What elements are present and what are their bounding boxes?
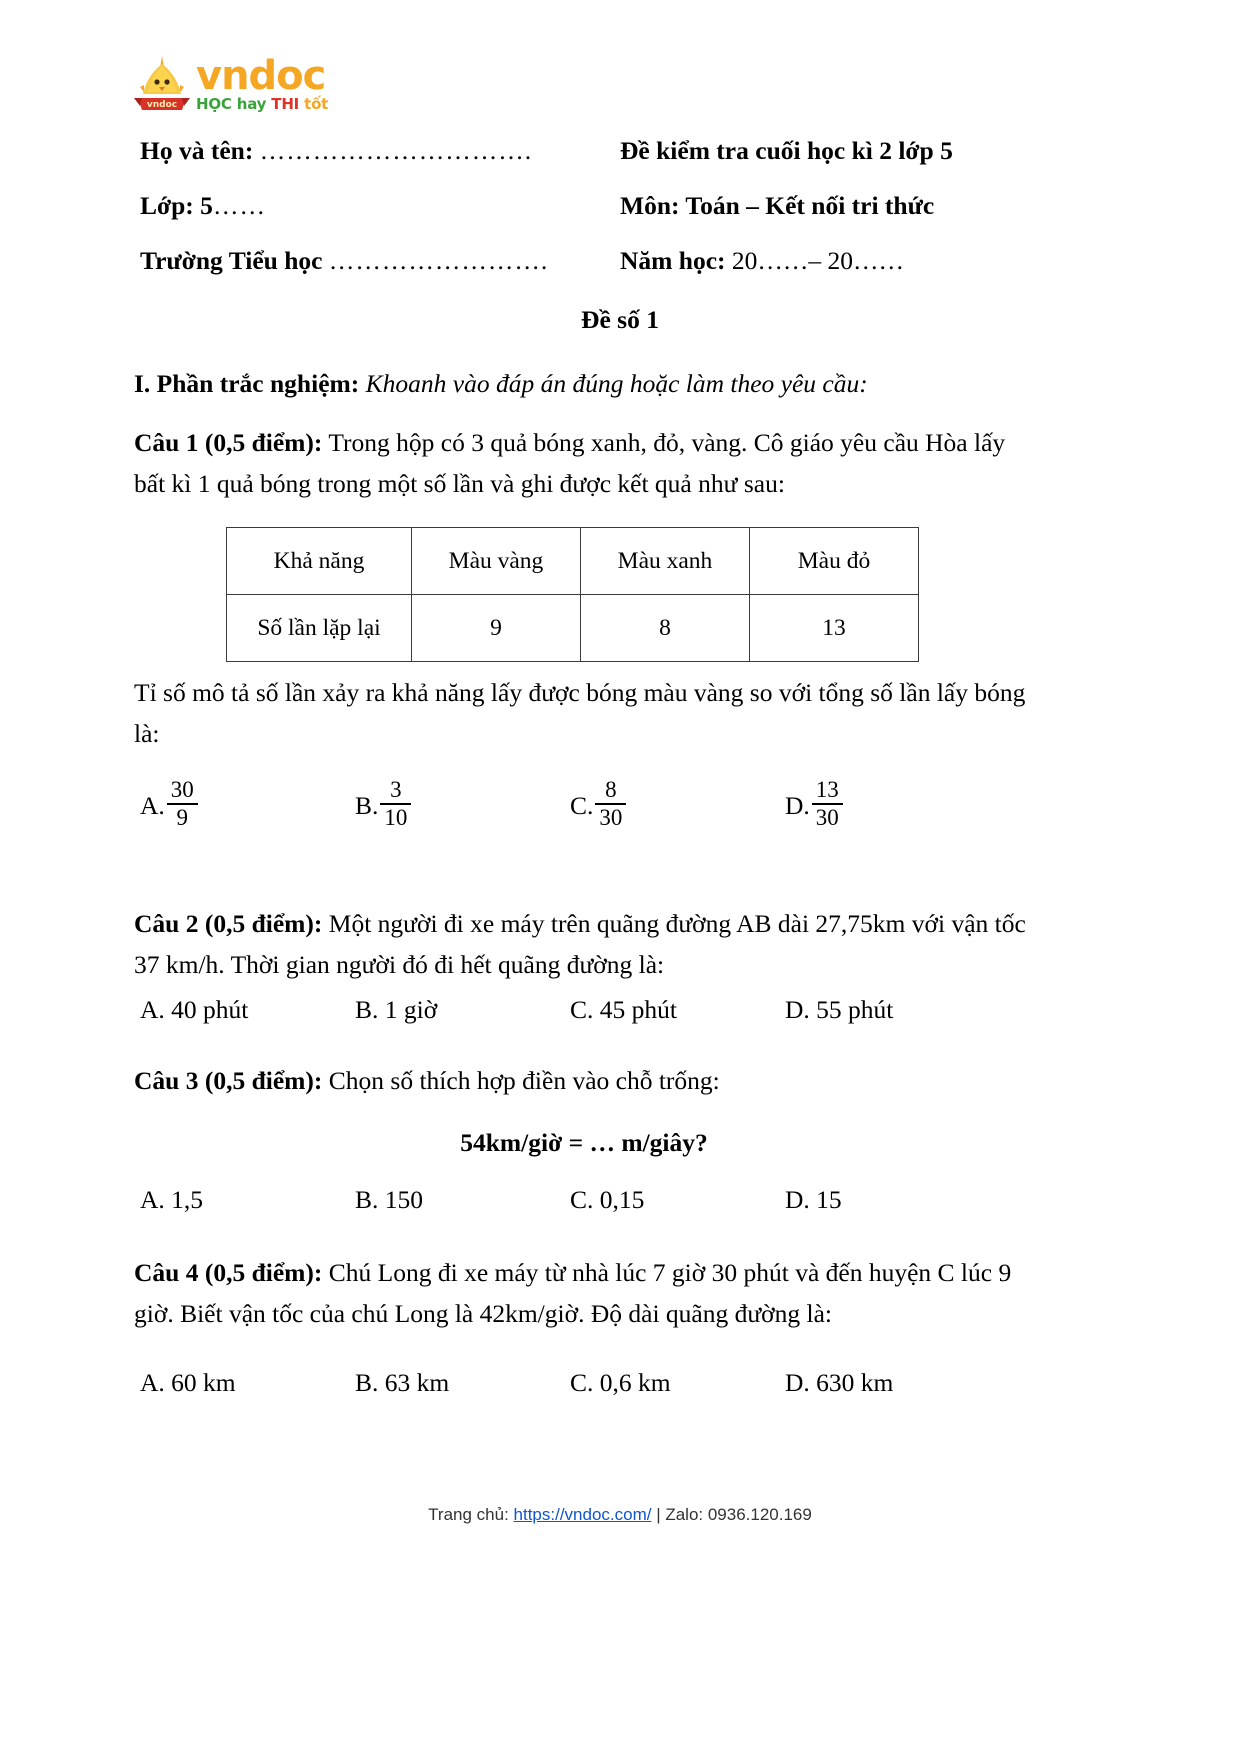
subject-label: Môn: Toán – Kết nối tri thức [620, 191, 935, 220]
table-row [227, 595, 919, 662]
vndoc-mascot-icon [134, 54, 190, 112]
school-year-value: 20……– 20…… [731, 246, 905, 275]
question-3-text: Chọn số thích hợp điền vào chỗ trống: [328, 1066, 720, 1095]
question-2 [134, 903, 1034, 986]
option-a[interactable]: A. 60 km [140, 1368, 236, 1397]
option-b[interactable]: B. 150 [355, 1185, 424, 1214]
table-row [227, 528, 919, 595]
section-heading [134, 363, 1034, 404]
header-row-name [140, 135, 1100, 167]
question-2-label: Câu 2 (0,5 điểm): [134, 909, 323, 938]
question-2-text: Một người đi xe máy trên quãng đường AB dài 27,75km với vận tốc 37 km/h. Thời gian người đó đi hết quãng đường là: [134, 909, 1026, 980]
option-b[interactable]: B. 1 giờ [355, 995, 438, 1024]
option-c[interactable]: C. 0,15 [570, 1185, 645, 1214]
school-dots: ……………………. [328, 246, 549, 275]
fraction-denominator: 10 [384, 805, 408, 831]
school-year-label: Năm học: [620, 246, 726, 275]
option-d-fraction [812, 778, 843, 830]
table-cell: Khả năng [227, 528, 412, 595]
class-dots: …… [212, 191, 266, 220]
tagline-part-3: tốt [304, 95, 329, 113]
option-c[interactable]: C. 0,6 km [570, 1368, 671, 1397]
question-1-followup: Tỉ số mô tả số lần xảy ra khả năng lấy được bóng màu vàng so với tổng số lần lấy bóng là: [134, 678, 1026, 749]
footer-website-link[interactable]: https://vndoc.com/ [513, 1505, 652, 1524]
option-b-letter: B. [355, 791, 379, 821]
student-name-dots: …………………………. [259, 136, 533, 165]
option-a-fraction [167, 778, 198, 830]
option-b-fraction [380, 778, 411, 830]
footer-suffix: | Zalo: 0936.120.169 [651, 1505, 812, 1524]
question-1-options [140, 777, 1040, 832]
option-c[interactable] [570, 777, 785, 832]
table-cell: 13 [750, 595, 919, 662]
option-c[interactable]: C. 45 phút [570, 995, 677, 1024]
question-3 [134, 1060, 1034, 1101]
option-d[interactable]: D. 55 phút [785, 995, 894, 1024]
fraction-denominator: 9 [176, 805, 189, 831]
question-3-options [140, 1185, 1040, 1215]
option-c-fraction [595, 778, 626, 830]
footer-prefix: Trang chủ: [428, 1505, 514, 1524]
school-year-field [620, 245, 1100, 277]
tagline-part-2: THI [271, 95, 300, 113]
table-cell: Màu vàng [412, 528, 581, 595]
section-instruction: Khoanh vào đáp án đúng hoặc làm theo yêu cầu: [365, 369, 868, 398]
fraction-denominator: 30 [599, 805, 623, 831]
option-a-letter: A. [140, 791, 165, 821]
probability-table [226, 527, 919, 662]
option-a[interactable]: A. 1,5 [140, 1185, 204, 1214]
fraction-numerator: 8 [605, 777, 617, 802]
class-field [140, 190, 620, 222]
header-row-class [140, 190, 1100, 222]
question-4-options [140, 1368, 1040, 1398]
fraction-numerator: 30 [170, 777, 194, 802]
school-field [140, 245, 620, 277]
exam-title: Đề kiểm tra cuối học kì 2 lớp 5 [620, 136, 953, 165]
table-cell: Màu xanh [581, 528, 750, 595]
question-4-text: Chú Long đi xe máy từ nhà lúc 7 giờ 30 phút và đến huyện C lúc 9 giờ. Biết vận tốc của chú Long là 42km/giờ. Độ dài quãng đường là: [134, 1258, 1012, 1329]
class-label: Lớp: 5 [140, 191, 213, 220]
option-a[interactable]: A. 40 phút [140, 995, 249, 1024]
exam-number-title: Đề số 1 [581, 305, 659, 334]
option-b[interactable]: B. 63 km [355, 1368, 450, 1397]
school-label: Trường Tiểu học [140, 246, 323, 275]
question-2-options [140, 995, 1040, 1025]
option-c-letter: C. [570, 791, 594, 821]
table-cell: 8 [581, 595, 750, 662]
tagline-part-1: HỌC hay [196, 95, 267, 113]
logo-wordmark: vndoc [196, 53, 326, 100]
table-cell: Màu đỏ [750, 528, 919, 595]
question-1-label: Câu 1 (0,5 điểm): [134, 428, 323, 457]
question-3-label: Câu 3 (0,5 điểm): [134, 1066, 323, 1095]
table-cell: 9 [412, 595, 581, 662]
student-name-label: Họ và tên: [140, 136, 254, 165]
option-d-letter: D. [785, 791, 810, 821]
mascot-badge-text: vndoc [146, 100, 178, 110]
page-footer [0, 1505, 1240, 1525]
logo-tagline [196, 97, 328, 112]
header-row-school [140, 245, 1100, 277]
fraction-numerator: 3 [390, 777, 402, 802]
question-1-text: Trong hộp có 3 quả bóng xanh, đỏ, vàng. Cô giáo yêu cầu Hòa lấy bất kì 1 quả bóng trong một số lần và ghi được kết quả như sau: [134, 428, 1006, 499]
fraction-numerator: 13 [815, 777, 839, 802]
option-b[interactable] [355, 777, 570, 832]
fraction-denominator: 30 [815, 805, 839, 831]
option-d[interactable]: D. 630 km [785, 1368, 894, 1397]
option-d[interactable] [785, 777, 1000, 832]
section-label: I. Phần trắc nghiệm: [134, 369, 360, 398]
option-d[interactable]: D. 15 [785, 1185, 842, 1214]
question-1 [134, 422, 1034, 505]
question-4-label: Câu 4 (0,5 điểm): [134, 1258, 323, 1287]
question-4 [134, 1252, 1034, 1335]
vndoc-logo [134, 50, 328, 112]
student-name-field [140, 135, 620, 167]
table-cell: Số lần lặp lại [227, 595, 412, 662]
question-3-formula: 54km/giờ = … m/giây? [460, 1128, 708, 1157]
option-a[interactable] [140, 777, 355, 832]
